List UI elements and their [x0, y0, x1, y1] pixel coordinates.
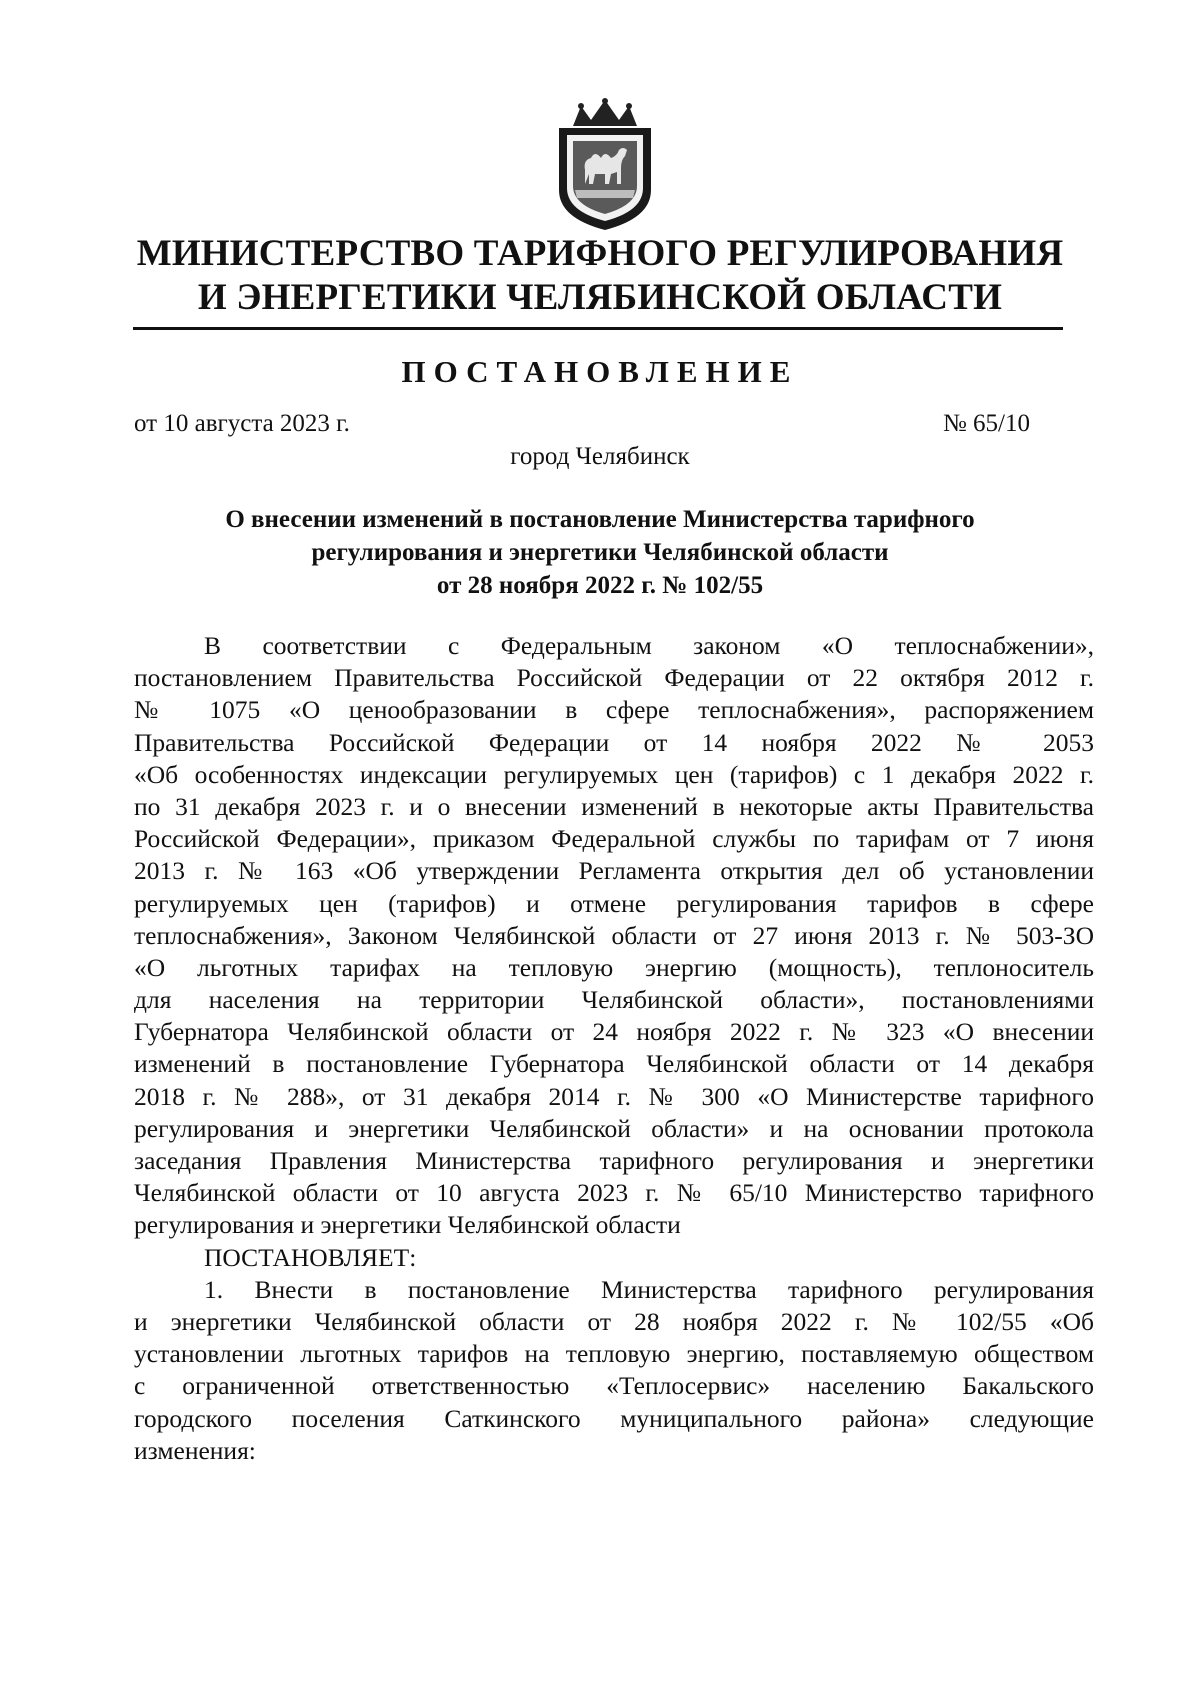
- body-line: теплоснабжения», Законом Челябинской области от 27 июня 2013 г. № 503-ЗО: [134, 920, 1094, 950]
- body-line: № 1075 «О ценообразовании в сфере теплоснабжения», распоряжением: [134, 695, 1094, 725]
- body-line: 2013 г. № 163 «Об утверждении Регламента открытия дел об установлении: [134, 856, 1094, 886]
- subject-line: О внесении изменений в постановление Министерства тарифного: [225, 506, 975, 533]
- header-divider: [133, 327, 1063, 330]
- decree-date: от 10 августа 2023 г.: [134, 410, 350, 437]
- body-line: регулируемых цен (тарифов) и отмене регулирования тарифов в сфере: [134, 888, 1094, 918]
- body-line: с ограниченной ответственностью «Теплосервис» населению Бакальского: [134, 1371, 1094, 1401]
- decree-number: № 65/10: [942, 410, 1030, 437]
- body-line: по 31 декабря 2023 г. и о внесении изменений в некоторые акты Правительства: [134, 791, 1094, 821]
- body-line-resolves: ПОСТАНОВЛЯЕТ:: [204, 1242, 417, 1272]
- body-line: «Об особенностях индексации регулируемых цен (тарифов) с 1 декабря 2022 г.: [134, 759, 1094, 789]
- body-line: и энергетики Челябинской области от 28 ноября 2022 г. № 102/55 «Об: [134, 1306, 1094, 1336]
- body-line: В соответствии с Федеральным законом «О теплоснабжении»,: [204, 631, 1094, 660]
- body-line: изменения:: [134, 1435, 256, 1465]
- body-line: регулирования и энергетики Челябинской области: [134, 1210, 681, 1240]
- subject-line: регулирования и энергетики Челябинской области: [311, 539, 889, 566]
- decree-title: ПОСТАНОВЛЕНИЕ: [401, 354, 799, 389]
- ministry-name-line-1: МИНИСТЕРСТВО ТАРИФНОГО РЕГУЛИРОВАНИЯ: [136, 233, 1064, 274]
- decree-subject: [150, 503, 1050, 602]
- decree-body: [134, 630, 1094, 1467]
- decree-city: город Челябинск: [510, 443, 690, 470]
- body-line: Челябинской области от 10 августа 2023 г. № 65/10 Министерство тарифного: [134, 1178, 1094, 1208]
- body-line: для населения на территории Челябинской области», постановлениями: [134, 985, 1094, 1015]
- body-line: постановлением Правительства Российской Федерации от 22 октября 2012 г.: [134, 663, 1094, 693]
- body-line: 1. Внести в постановление Министерства тарифного регулирования: [204, 1274, 1094, 1304]
- body-line: Российской Федерации», приказом Федеральной службы по тарифам от 7 июня: [134, 824, 1094, 854]
- body-line: регулирования и энергетики Челябинской области» и на основании протокола: [134, 1113, 1094, 1143]
- body-line: Губернатора Челябинской области от 24 ноября 2022 г. № 323 «О внесении: [134, 1017, 1094, 1047]
- subject-line: от 28 ноября 2022 г. № 102/55: [436, 572, 764, 599]
- body-line: городского поселения Саткинского муниципального района» следующие: [134, 1403, 1094, 1433]
- body-line: изменений в постановление Губернатора Челябинской области от 14 декабря: [134, 1049, 1094, 1079]
- body-line: заседания Правления Министерства тарифного регулирования и энергетики: [134, 1146, 1094, 1175]
- body-line: 2018 г. № 288», от 31 декабря 2014 г. № 300 «О Министерстве тарифного: [134, 1081, 1094, 1111]
- body-line: установлении льготных тарифов на тепловую энергию, поставляемую обществом: [134, 1339, 1094, 1369]
- ministry-name: [130, 232, 1070, 320]
- body-line: Правительства Российской Федерации от 14 ноября 2022 № 2053: [134, 727, 1094, 757]
- body-line: «О льготных тарифах на тепловую энергию (мощность), теплоноситель: [134, 952, 1094, 982]
- coat-of-arms-icon: [545, 98, 665, 233]
- ministry-name-line-2: И ЭНЕРГЕТИКИ ЧЕЛЯБИНСКОЙ ОБЛАСТИ: [197, 277, 1003, 318]
